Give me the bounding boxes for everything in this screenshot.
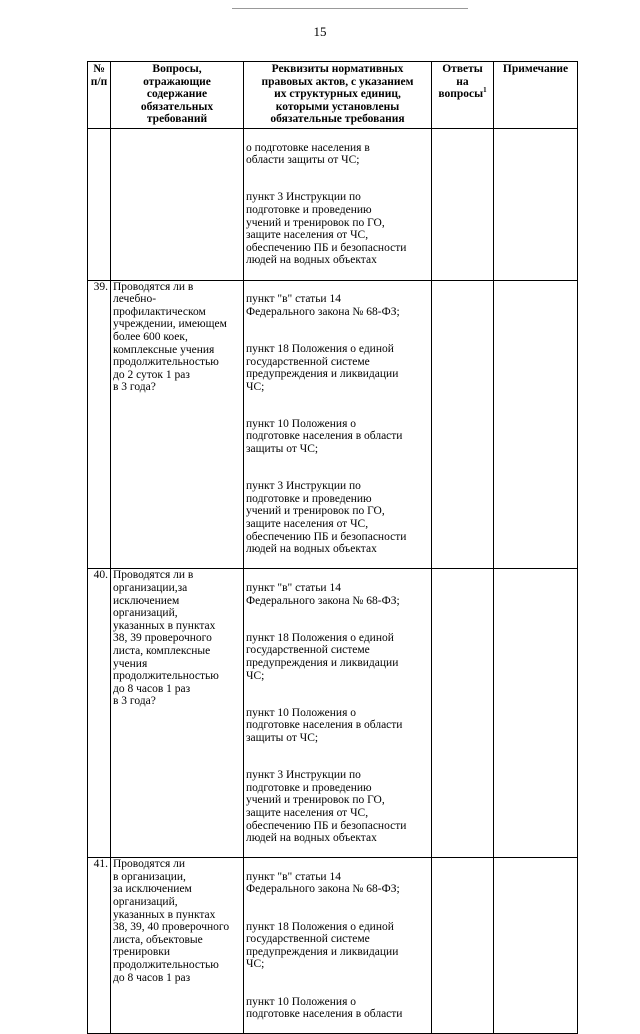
row-question: Проводятся ли в организации, за исключением организаций, указанных в пунктах 38, 39, 40 проверочного листа, объектовые тренировки продолжительностью до 8 часов 1 раз: [111, 858, 244, 1034]
requisite-item: о подготовке населения в области защиты от ЧС;: [246, 141, 370, 167]
requisite-item: пункт 10 Положения о подготовке населения в области защиты от ЧС;: [246, 706, 403, 744]
header-answers: [432, 62, 494, 129]
requisite-item: пункт "в" статьи 14 Федерального закона № 68-ФЗ;: [246, 582, 400, 607]
row-number: 40.: [88, 569, 111, 858]
row-question: [111, 129, 244, 281]
row-answer-cell[interactable]: [432, 569, 494, 858]
header-notes: Примечание: [494, 62, 578, 129]
row-number: [88, 129, 111, 281]
header-questions: Вопросы, отражающие содержание обязательных требований: [111, 62, 244, 129]
requisite-item: пункт 10 Положения о подготовке населения в области защиты от ЧС;: [246, 417, 403, 456]
table-row: [88, 280, 578, 569]
requisite-item: пункт 18 Положения о единой государственной системе предупреждения и ликвидации ЧС;: [246, 631, 399, 682]
header-requisites: Реквизиты нормативных правовых актов, с указанием их структурных единиц, которыми установлены обязательные требования: [244, 62, 432, 129]
requisite-item: пункт 10 Положения о подготовке населения в области: [246, 995, 403, 1021]
page-number: 15: [313, 24, 327, 39]
row-answer-cell[interactable]: [432, 129, 494, 281]
row-notes-cell[interactable]: [494, 858, 578, 1034]
row-answer-cell[interactable]: [432, 280, 494, 569]
row-question: Проводятся ли в лечебно- профилактическом учреждении, имеющем более 600 коек, комплексные учения продолжительностью до 2 суток 1 раз в 3 года?: [111, 280, 244, 569]
table-row: [88, 858, 578, 1034]
header-answers-footnote: 1: [483, 86, 487, 95]
row-answer-cell[interactable]: [432, 858, 494, 1034]
checklist-table: [87, 61, 578, 1034]
row-requisites: [244, 129, 432, 281]
table-header-row: [88, 62, 578, 129]
row-requisites: [244, 858, 432, 1034]
page-top-rule: [232, 8, 468, 9]
row-requisites: [244, 280, 432, 569]
table-row: [88, 129, 578, 281]
requisite-item: пункт 18 Положения о единой государственной системе предупреждения и ликвидации ЧС;: [246, 920, 399, 971]
row-notes-cell[interactable]: [494, 129, 578, 281]
row-number: 39.: [88, 280, 111, 569]
requisite-item: пункт "в" статьи 14 Федерального закона № 68-ФЗ;: [246, 870, 400, 896]
requisite-item: пункт 18 Положения о единой государственной системе предупреждения и ликвидации ЧС;: [246, 342, 399, 393]
row-notes-cell[interactable]: [494, 280, 578, 569]
row-requisites: [244, 569, 432, 858]
row-question: Проводятся ли в организации,за исключением организаций, указанных в пунктах 38, 39 проверочного листа, комплексные учения продолжительностью до 8 часов 1 раз в 3 года?: [111, 569, 244, 858]
row-number: 41.: [88, 858, 111, 1034]
requisite-item: пункт "в" статьи 14 Федерального закона № 68-ФЗ;: [246, 293, 400, 318]
requisite-item: пункт 3 Инструкции по подготовке и проведению учений и тренировок по ГО, защите населения от ЧС, обеспечению ПБ и безопасности людей на водных объектах: [246, 769, 407, 845]
requisite-item: пункт 3 Инструкции по подготовке и проведению учений и тренировок по ГО, защите населения от ЧС, обеспечению ПБ и безопасности людей на водных объектах: [246, 191, 407, 267]
table-row: [88, 569, 578, 858]
header-answers-label: Ответы на вопросы: [438, 63, 484, 101]
header-number: № п/п: [88, 62, 111, 129]
requisite-item: пункт 3 Инструкции по подготовке и проведению учений и тренировок по ГО, защите населения от ЧС, обеспечению ПБ и безопасности людей на водных объектах: [246, 480, 407, 556]
row-notes-cell[interactable]: [494, 569, 578, 858]
